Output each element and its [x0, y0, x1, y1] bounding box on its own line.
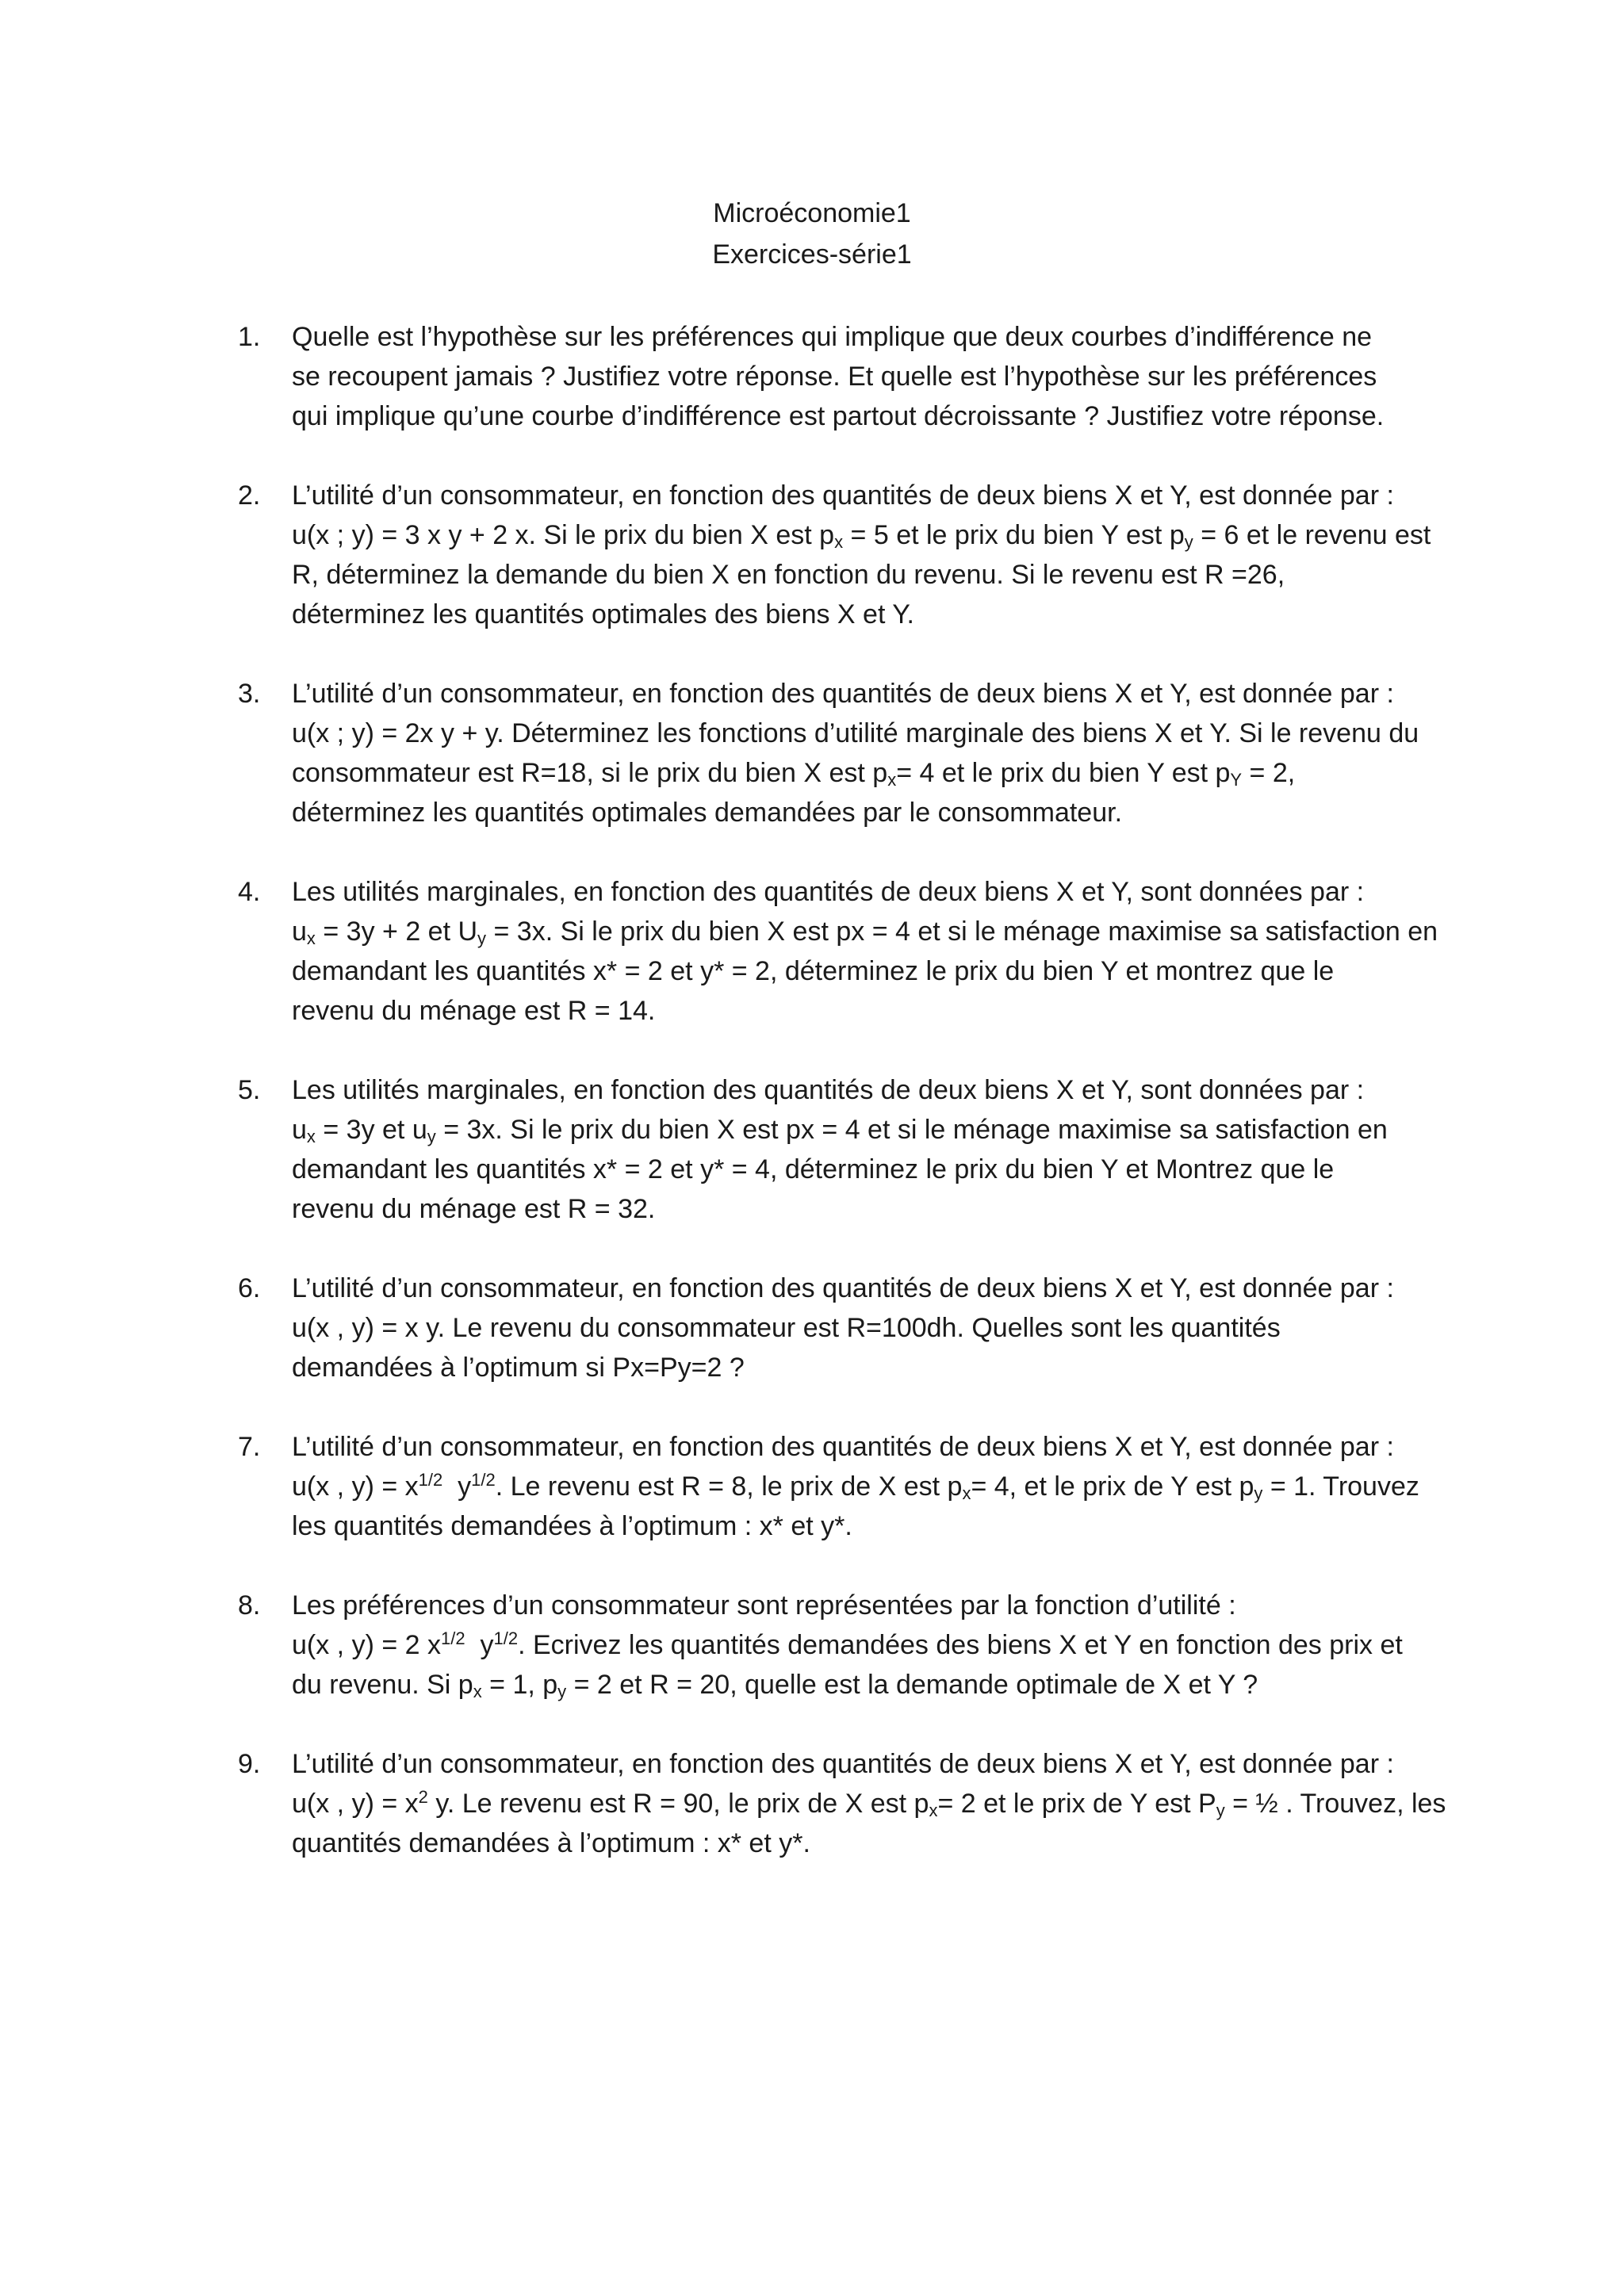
exercise-text	[292, 1744, 1446, 1863]
exercise-line: consommateur est R=18, si le prix du bien X est $p_x= 4$ et le prix du bien Y est $p_Y = 2$,	[292, 758, 1296, 790]
exercise-line: $u_x = 3y$ et $u_y = 3x$. Si le prix du bien X est px = 4 et si le ménage maximise sa satisfaction en	[292, 1115, 1388, 1146]
exercise-item	[238, 317, 1443, 436]
exercise-text	[292, 1269, 1443, 1387]
exercise-number: 1.	[238, 322, 261, 352]
exercise-line: L’utilité d’un consommateur, en fonction des quantités de deux biens X et Y, est donnée par :	[292, 1273, 1394, 1303]
exercise-line: u(x ; y) = 3 x y + 2 x. Si le prix du bien X est $p_x = 5$ et le prix du bien Y est $p_y = 6$ et le revenu est	[292, 520, 1431, 552]
exercise-number: 7.	[238, 1432, 261, 1462]
exercise-text	[292, 872, 1443, 1031]
exercise-number: 2.	[238, 480, 261, 511]
exercise-line: L’utilité d’un consommateur, en fonction des quantités de deux biens X et Y, est donnée par :	[292, 1432, 1394, 1462]
exercise-item	[238, 872, 1443, 1031]
exercise-line: se recoupent jamais ? Justifiez votre réponse. Et quelle est l’hypothèse sur les préférences	[292, 362, 1377, 392]
exercise-number: 4.	[238, 877, 261, 907]
exercise-text	[292, 317, 1443, 436]
exercise-number: 9.	[238, 1749, 261, 1779]
exercise-line: revenu du ménage est R = 14.	[292, 996, 656, 1026]
exercise-text	[292, 1586, 1443, 1705]
exercise-line: Les préférences d’un consommateur sont représentées par la fonction d’utilité :	[292, 1590, 1236, 1621]
exercise-number: 5.	[238, 1075, 261, 1105]
exercise-line: u(x , y) = x y. Le revenu du consommateur est R=100dh. Quelles sont les quantités	[292, 1313, 1281, 1343]
exercise-line: u(x , y) = 2 $x^{1/2}$ $y^{1/2}$. Ecrivez les quantités demandées des biens X et Y en fonction des prix et	[292, 1628, 1403, 1660]
exercise-line: L’utilité d’un consommateur, en fonction des quantités de deux biens X et Y, est donnée par :	[292, 679, 1394, 709]
exercise-line: les quantités demandées à l’optimum : x* et y*.	[292, 1511, 852, 1541]
exercise-line: L’utilité d’un consommateur, en fonction des quantités de deux biens X et Y, est donnée par :	[292, 1749, 1394, 1779]
exercise-number: 8.	[238, 1590, 261, 1621]
exercise-text	[292, 674, 1443, 832]
exercise-line: R, déterminez la demande du bien X en fonction du revenu. Si le revenu est R =26,	[292, 560, 1285, 590]
exercise-item	[238, 1586, 1443, 1705]
exercise-line: demandées à l’optimum si Px=Py=2 ?	[292, 1353, 745, 1383]
exercise-text	[292, 476, 1443, 634]
exercise-text	[292, 1427, 1443, 1546]
exercise-line: $u_x = 3y + 2$ et $U_y = 3x$. Si le prix du bien X est px = 4 et si le ménage maximise sa satisfaction en	[292, 916, 1438, 948]
exercise-line: quantités demandées à l’optimum : x* et y*.	[292, 1828, 810, 1858]
exercise-line: du revenu. Si $p_x = 1$, $p_y = 2$ et R = 20, quelle est la demande optimale de X et Y ?	[292, 1670, 1258, 1701]
exercise-item	[238, 1427, 1443, 1546]
exercise-line: revenu du ménage est R = 32.	[292, 1194, 656, 1224]
title-block	[0, 193, 1624, 275]
exercise-line: Les utilités marginales, en fonction des quantités de deux biens X et Y, sont données par :	[292, 877, 1365, 907]
exercise-text	[292, 1070, 1443, 1229]
exercise-item	[238, 1269, 1443, 1387]
exercise-line: déterminez les quantités optimales demandées par le consommateur.	[292, 798, 1123, 828]
exercise-item	[238, 1744, 1446, 1863]
document-subtitle: Exercices-série1	[712, 239, 912, 270]
exercise-line: demandant les quantités x* = 2 et y* = 4, déterminez le prix du bien Y et Montrez que le	[292, 1154, 1335, 1184]
exercise-line: demandant les quantités x* = 2 et y* = 2, déterminez le prix du bien Y et montrez que le	[292, 956, 1335, 986]
exercise-item	[238, 476, 1443, 634]
document-title: Microéconomie1	[713, 198, 911, 228]
exercise-list	[238, 317, 1446, 1903]
exercise-item	[238, 674, 1443, 832]
exercise-line: déterminez les quantités optimales des biens X et Y.	[292, 599, 914, 629]
exercise-line: u(x , $y) = x^{1/2}$ $y^{1/2}$. Le revenu est R = 8, le prix de X est $p_x= 4$, et le prix de Y est $p_y = 1$. Trouvez	[292, 1470, 1419, 1503]
exercise-line: L’utilité d’un consommateur, en fonction des quantités de deux biens X et Y, est donnée par :	[292, 480, 1394, 511]
exercise-line: Les utilités marginales, en fonction des quantités de deux biens X et Y, sont données par :	[292, 1075, 1365, 1105]
exercise-line: u(x , $y) = x^2$ y. Le revenu est R = 90, le prix de X est $p_x= 2$ et le prix de Y est $P_y$ = ½ . Trouvez, les	[292, 1787, 1446, 1820]
exercise-number: 3.	[238, 679, 261, 709]
exercise-line: Quelle est l’hypothèse sur les préférences qui implique que deux courbes d’indifférence ne	[292, 322, 1373, 352]
exercise-item	[238, 1070, 1443, 1229]
exercise-line: u(x ; y) = 2x y + y. Déterminez les fonctions d’utilité marginale des biens X et Y. Si le revenu du	[292, 718, 1419, 748]
exercise-number: 6.	[238, 1273, 261, 1303]
exercise-line: qui implique qu’une courbe d’indifférence est partout décroissante ? Justifiez votre réponse.	[292, 401, 1385, 431]
